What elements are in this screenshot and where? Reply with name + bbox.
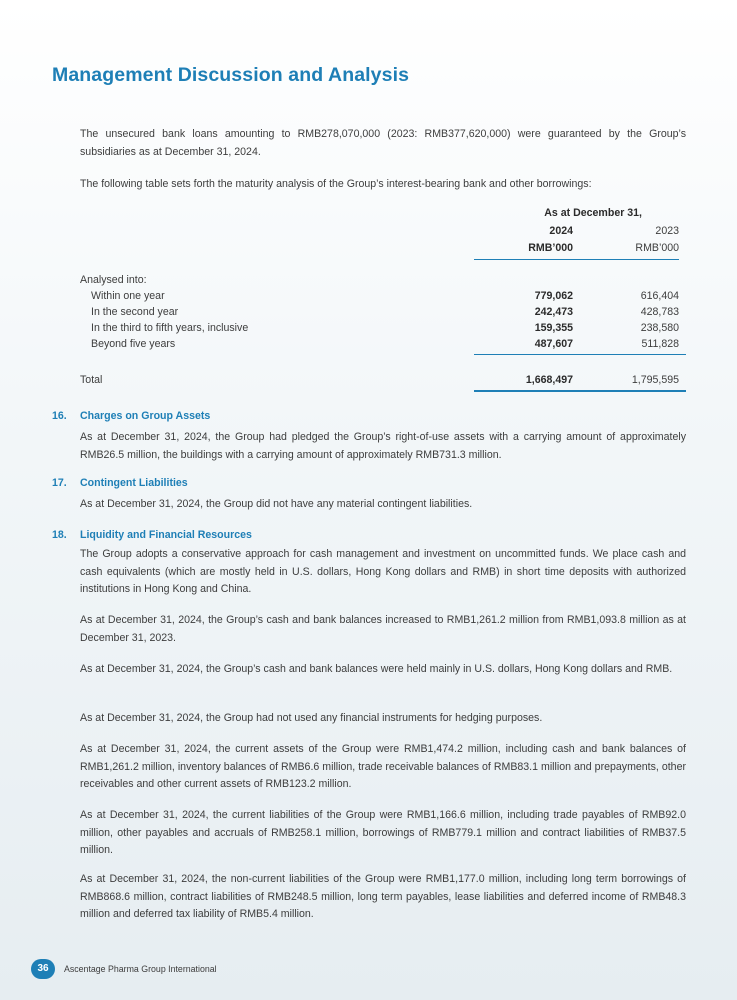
section-17-paragraph: As at December 31, 2024, the Group did not have any material contingent liabilities. — [80, 498, 473, 510]
liquidity-paragraph-currencies: As at December 31, 2024, the Group’s cash and bank balances were held mainly in U.S. dollars, Hong Kong dollars and RMB. — [80, 663, 673, 675]
total-rule — [474, 390, 686, 392]
row-value-2024: 487,607 — [534, 338, 573, 350]
row-value-2023: 511,828 — [641, 338, 679, 350]
table-row — [80, 322, 686, 338]
liquidity-paragraph-cash-increase: As at December 31, 2024, the Group’s cash and bank balances increased to RMB1,261.2 million from RMB1,093.8 million as at December 31, 2023. — [80, 614, 686, 644]
row-label: Beyond five years — [91, 338, 176, 350]
col-unit-2023: RMB’000 — [635, 242, 679, 254]
row-value-2024: 779,062 — [534, 290, 573, 302]
header-rule — [474, 259, 679, 260]
table-total-row — [80, 374, 686, 390]
row-value-2024: 242,473 — [534, 306, 573, 318]
page-title: Management Discussion and Analysis — [52, 64, 410, 86]
section-title: Charges on Group Assets — [80, 410, 211, 422]
page-number-badge: 36 — [31, 959, 55, 979]
section-16-heading — [0, 410, 737, 426]
table-intro-paragraph: The following table sets forth the maturity analysis of the Group’s interest-bearing bank and other borrowings: — [80, 178, 592, 190]
table-row — [80, 338, 686, 354]
subtotal-rule — [474, 354, 686, 355]
section-17-heading — [0, 477, 737, 493]
analysed-label: Analysed into: — [80, 274, 147, 286]
total-value-2023: 1,795,595 — [631, 374, 679, 386]
table-span-header: As at December 31, — [544, 207, 642, 219]
table-row — [80, 274, 686, 290]
row-value-2024: 159,355 — [534, 322, 573, 334]
liquidity-paragraph-non-current-liabilities: As at December 31, 2024, the non-current liabilities of the Group were RMB1,177.0 million, including long term borrowings of RMB868.6 million, contract liabilities of RMB248.5 million, long term payables, lease liabilities and deferred income of RMB48.3 million and deferred tax liability of RMB5.4 million. — [80, 873, 686, 920]
table-row — [80, 290, 686, 306]
row-label: In the third to fifth years, inclusive — [91, 322, 249, 334]
table-row — [80, 306, 686, 322]
footer-company-name: Ascentage Pharma Group International — [64, 964, 217, 974]
liquidity-paragraph-cash-management: The Group adopts a conservative approach for cash management and investment on uncommitted funds. We place cash and cash equivalents (which are mostly held in U.S. dollars, Hong Kong dollars and RMB) in short time deposits with authorized institutions in Hong Kong and China. — [80, 548, 686, 595]
section-18-heading — [0, 529, 737, 545]
section-title: Contingent Liabilities — [80, 477, 188, 489]
row-label: Within one year — [91, 290, 165, 302]
col-year-2024: 2024 — [549, 225, 573, 237]
row-value-2023: 428,783 — [640, 306, 679, 318]
section-number: 16. — [52, 410, 67, 422]
total-label: Total — [80, 374, 103, 386]
section-16-paragraph: As at December 31, 2024, the Group had pledged the Group’s right-of-use assets with a carrying amount of approximately RMB26.5 million, the buildings with a carrying amount of approximately RMB731.3 million. — [80, 431, 686, 461]
section-number: 17. — [52, 477, 67, 489]
intro-paragraph: The unsecured bank loans amounting to RMB278,070,000 (2023: RMB377,620,000) were guaranteed by the Group’s subsidiaries as at December 31, 2024. — [80, 128, 686, 158]
section-title: Liquidity and Financial Resources — [80, 529, 252, 541]
col-unit-2024: RMB’000 — [528, 242, 573, 254]
liquidity-paragraph-current-assets: As at December 31, 2024, the current assets of the Group were RMB1,474.2 million, including cash and bank balances of RMB1,261.2 million, inventory balances of RMB6.6 million, trade receivable balances of RMB83.1 million and prepayments, other receivables and other current assets of RMB123.2 million. — [80, 743, 686, 790]
table-header-units-row — [80, 242, 686, 258]
section-number: 18. — [52, 529, 67, 541]
table-header-years-row — [80, 225, 686, 241]
table-header-span-row — [80, 207, 686, 223]
row-value-2023: 616,404 — [640, 290, 679, 302]
total-value-2024: 1,668,497 — [525, 374, 573, 386]
liquidity-paragraph-hedging: As at December 31, 2024, the Group had not used any financial instruments for hedging purposes. — [80, 712, 543, 724]
row-label: In the second year — [91, 306, 179, 318]
col-year-2023: 2023 — [655, 225, 679, 237]
row-value-2023: 238,580 — [640, 322, 679, 334]
liquidity-paragraph-current-liabilities: As at December 31, 2024, the current liabilities of the Group were RMB1,166.6 million, including trade payables of RMB92.0 million, other payables and accruals of RMB258.1 million, borrowings of RMB779.1 million and contract liabilities of RMB37.5 million. — [80, 809, 686, 856]
